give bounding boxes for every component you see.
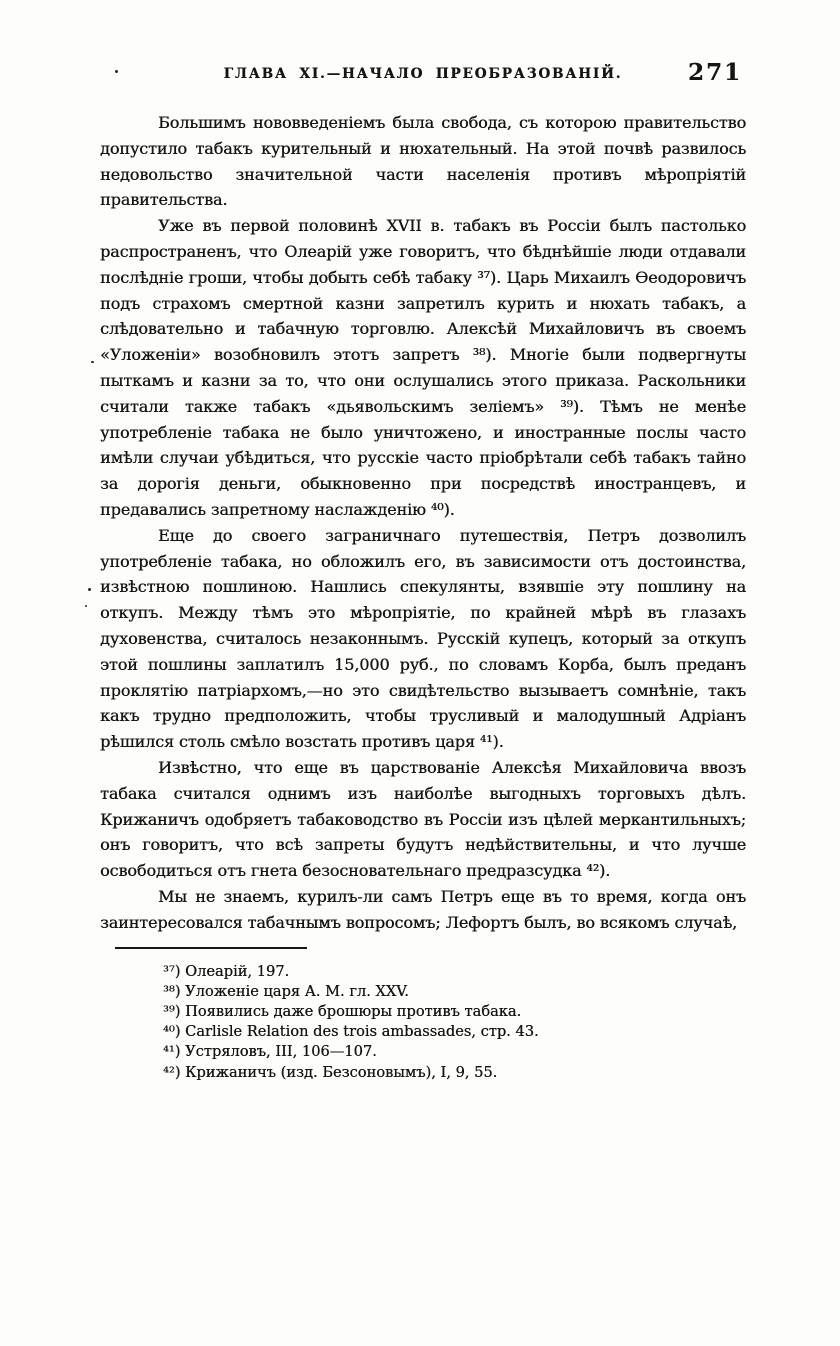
scan-speck [88,588,91,591]
footnote: ⁴²) Крижаничъ (изд. Безсоновымъ), I, 9, 55. [163,1063,498,1081]
paragraph: Извѣстно, что еще въ царствованіе Алексѣя Михайловича ввозъ табака считался однимъ изъ наиболѣе выгодныхъ торговыхъ дѣлъ. Крижаничъ одобряетъ табаководство въ Россіи изъ цѣлей меркантильныхъ; онъ говоритъ, что всѣ запреты будутъ недѣйствительны, и что лучше освободиться отъ гнета безосновательнаго предразсудка ⁴²). [100,757,746,881]
body-text [100,110,746,1083]
scan-speck [91,361,94,363]
scan-speck [85,605,87,607]
paragraph-list [100,110,746,936]
chapter-running-title: ГЛАВА XI.—НАЧАЛО ПРЕОБРАЗОВАНІЙ. [223,66,623,82]
footnote: ³⁹) Появились даже брошюры противъ табака. [163,1002,522,1020]
footnote: ³⁸) Уложеніе царя А. М. гл. XXV. [163,982,409,1000]
footnote: ⁴¹) Устряловъ, III, 106—107. [163,1043,377,1061]
paragraph: Еще до своего заграничнаго путешествія, Петръ дозволилъ употребленіе табака, но обложилъ его, въ зависимости отъ достоинства, извѣстною пошлиною. Нашлись спекулянты, взявшіе эту пошлину на откупъ. Между тѣмъ это мѣропріятіе, по крайней мѣрѣ въ глазахъ духовенства, считалось незаконнымъ. Русскій купецъ, который за откупъ этой пошлины заплатилъ 15,000 руб., по словамъ Корба, былъ преданъ проклятію патріархомъ,—но это свидѣтельство вызываетъ сомнѣніе, такъ какъ трудно предположить, чтобы трусливый и малодушный Адріанъ рѣшился столь смѣло возстать противъ царя ⁴¹). [100,525,746,752]
footnote-separator-rule [115,947,307,949]
page-number: 271 [688,59,743,86]
paragraph: Большимъ нововведеніемъ была свобода, съ которою правительство допустило табакъ курительный и нюхательный. На этой почвѣ развилось недовольство значительной части населенія противъ мѣропріятій правительства. [100,113,746,210]
footnote: ³⁷) Олеарій, 197. [163,962,290,980]
paragraph: Уже въ первой половинѣ XVII в. табакъ въ Россіи былъ пастолько распространенъ, что Олеарій уже говоритъ, что бѣднѣйшіе люди отдавали послѣдніе гроши, чтобы добыть себѣ табаку ³⁷). Царь Михаилъ Ѳеодоровичъ подъ страхомъ смертной казни запретилъ курить и нюхать табакъ, а слѣдовательно и табачную торговлю. Алексѣй Михайловичъ въ своемъ «Уложеніи» возобновилъ этотъ запретъ ³⁸). Многіе были подвергнуты пыткамъ и казни за то, что они ослушались этого приказа. Раскольники считали также табакъ «дьявольскимъ зеліемъ» ³⁹). Тѣмъ не менѣе употребленіе табака не было уничтожено, и иностранные послы часто имѣли случаи убѣдиться, что русскіе часто пріобрѣтали себѣ табакъ тайно за дорогія деньги, обыкновенно при посредствѣ иностранцевъ, и предавались запретному наслажденію ⁴⁰). [100,216,746,519]
footnote: ⁴⁰) Carlisle Relation des trois ambassades, стр. 43. [163,1023,539,1041]
footnote-list [163,962,746,1083]
paragraph: Мы не знаемъ, курилъ-ли самъ Петръ еще въ то время, когда онъ заинтересовался табачнымъ вопросомъ; Лефортъ былъ, во всякомъ случаѣ, [100,886,746,932]
